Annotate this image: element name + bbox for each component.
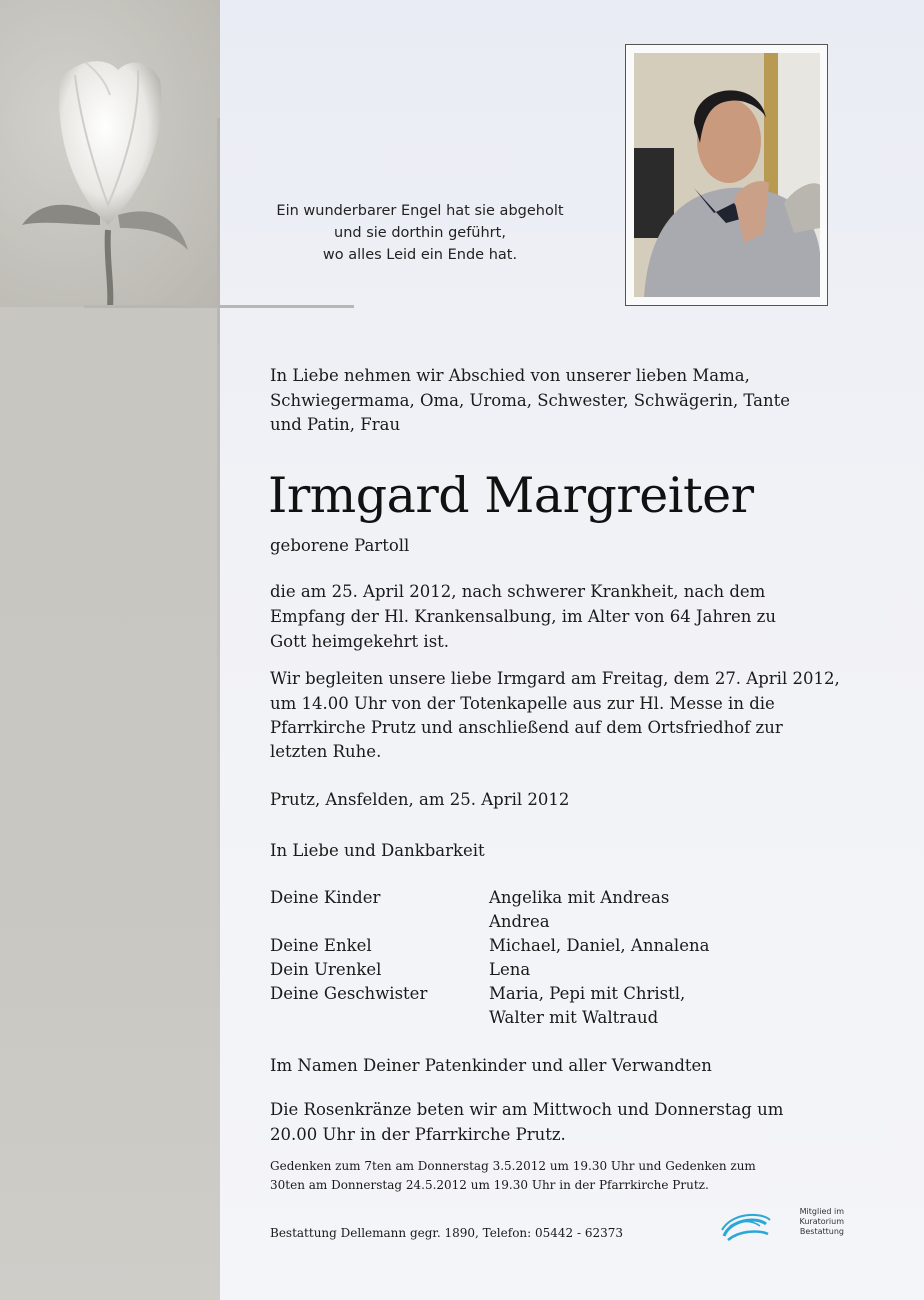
- death-notice-line: Gott heimgekehrt ist.: [270, 632, 450, 651]
- logo-text-line: Mitglied im: [799, 1207, 844, 1216]
- rose-image: [0, 0, 220, 307]
- relatives-line: Im Namen Deiner Patenkinder und aller Verwandten: [270, 1056, 712, 1075]
- family-label-geschwister: Deine Geschwister: [270, 984, 428, 1003]
- quote-line: Ein wunderbarer Engel hat sie abgeholt: [276, 203, 564, 219]
- quote-line: wo alles Leid ein Ende hat.: [322, 247, 518, 263]
- portrait-frame: [625, 44, 828, 306]
- gratitude: In Liebe und Dankbarkeit: [270, 841, 485, 860]
- rosary-line: Die Rosenkränze beten wir am Mittwoch und Donnerstag um: [270, 1100, 784, 1119]
- family-names-kinder: [489, 886, 669, 934]
- memorial-line: Gedenken zum 7ten am Donnerstag 3.5.2012 um 19.30 Uhr und Gedenken zum: [270, 1159, 756, 1173]
- birth-name: geborene Partoll: [270, 536, 410, 555]
- rosary-line: 20.00 Uhr in der Pfarrkirche Prutz.: [270, 1125, 566, 1144]
- funeral-line: Wir begleiten unsere liebe Irmgard am Freitag, dem 27. April 2012,: [270, 669, 840, 688]
- deceased-name: Irmgard Margreiter: [268, 467, 754, 524]
- family-name: Angelika mit Andreas: [489, 888, 670, 907]
- family-label-kinder: Deine Kinder: [270, 888, 381, 907]
- side-band: [0, 307, 220, 1300]
- family-names-geschwister: [489, 982, 685, 1030]
- death-notice-line: die am 25. April 2012, nach schwerer Krankheit, nach dem: [270, 582, 766, 601]
- portrait-icon: [634, 53, 820, 297]
- logo-text: [754, 1207, 844, 1237]
- family-names-urenkel: Lena: [489, 960, 531, 979]
- intro-line: und Patin, Frau: [270, 415, 401, 434]
- place-date: Prutz, Ansfelden, am 25. April 2012: [270, 790, 570, 809]
- intro-line: Schwiegermama, Oma, Uroma, Schwester, Schwägerin, Tante: [270, 391, 791, 410]
- family-name: Andrea: [489, 912, 550, 931]
- family-name: Maria, Pepi mit Christl,: [489, 984, 686, 1003]
- memorial-line: 30ten am Donnerstag 24.5.2012 um 19.30 Uhr in der Pfarrkirche Prutz.: [270, 1178, 709, 1192]
- rose-icon: [0, 0, 220, 307]
- family-label-urenkel: Dein Urenkel: [270, 960, 382, 979]
- portrait-photo: [634, 53, 820, 297]
- vertical-divider: [217, 118, 220, 998]
- intro-line: In Liebe nehmen wir Abschied von unserer lieben Mama,: [270, 366, 750, 385]
- quote: [270, 200, 570, 266]
- family-names-enkel: Michael, Daniel, Annalena: [489, 936, 710, 955]
- funeral-line: letzten Ruhe.: [270, 742, 382, 761]
- quote-line: und sie dorthin geführt,: [334, 225, 506, 241]
- funeral-line: um 14.00 Uhr von der Totenkapelle aus zur Hl. Messe in die: [270, 694, 775, 713]
- funeral-line: Pfarrkirche Prutz und anschließend auf dem Ortsfriedhof zur: [270, 718, 783, 737]
- family-name: Walter mit Waltraud: [489, 1008, 659, 1027]
- logo-text-line: Kuratorium Bestattung: [799, 1217, 844, 1236]
- undertaker-info: Bestattung Dellemann gegr. 1890, Telefon: 05442 - 62373: [270, 1226, 624, 1240]
- family-label-enkel: Deine Enkel: [270, 936, 372, 955]
- death-notice-line: Empfang der Hl. Krankensalbung, im Alter von 64 Jahren zu: [270, 607, 776, 626]
